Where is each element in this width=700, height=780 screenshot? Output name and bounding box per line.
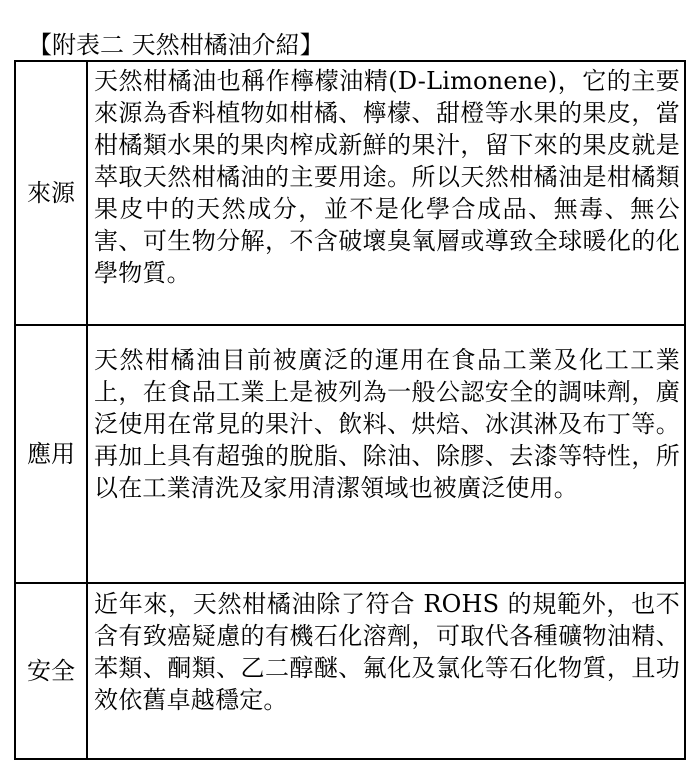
table-row-safety — [15, 583, 685, 759]
table-row-application — [15, 325, 685, 583]
page-title: 【附表二 天然柑橘油介紹】 — [28, 31, 324, 59]
row-label-safety: 安全 — [15, 583, 87, 759]
row-content-cell-source — [87, 61, 685, 325]
row-content-cell-safety — [87, 583, 685, 759]
row-content-application: 天然柑橘油目前被廣泛的運用在食品工業及化工工業上，在食品工業上是被列為一般公認安全的調味劑，廣泛使用在常見的果汁、飲料、烘焙、冰淇淋及布丁等。再加上具有超強的脫脂、除油、除膠、去漆等特性，所以在工業清洗及家用清潔領域也被廣泛使用。 — [94, 346, 680, 502]
row-label-source: 來源 — [15, 61, 87, 325]
row-content-source: 天然柑橘油也稱作檸檬油精(D-Limonene)，它的主要來源為香料植物如柑橘、檸檬、甜橙等水果的果皮，當柑橘類水果的果肉榨成新鮮的果汁，留下來的果皮就是萃取天然柑橘油的主要用途。所以天然柑橘油是柑橘類果皮中的天然成分，並不是化學合成品、無毒、無公害、可生物分解，不含破壞臭氧層或導致全球暖化的化學物質。 — [94, 67, 680, 287]
row-content-cell-application — [87, 325, 685, 583]
info-table — [14, 60, 686, 760]
table-row-source — [15, 61, 685, 325]
row-label-application: 應用 — [15, 325, 87, 583]
row-content-safety: 近年來，天然柑橘油除了符合 ROHS 的規範外，也不含有致癌疑慮的有機石化溶劑，可取代各種礦物油精、苯類、酮類、乙二醇醚、氟化及氯化等石化物質，且功效依舊卓越穩定。 — [94, 590, 680, 714]
